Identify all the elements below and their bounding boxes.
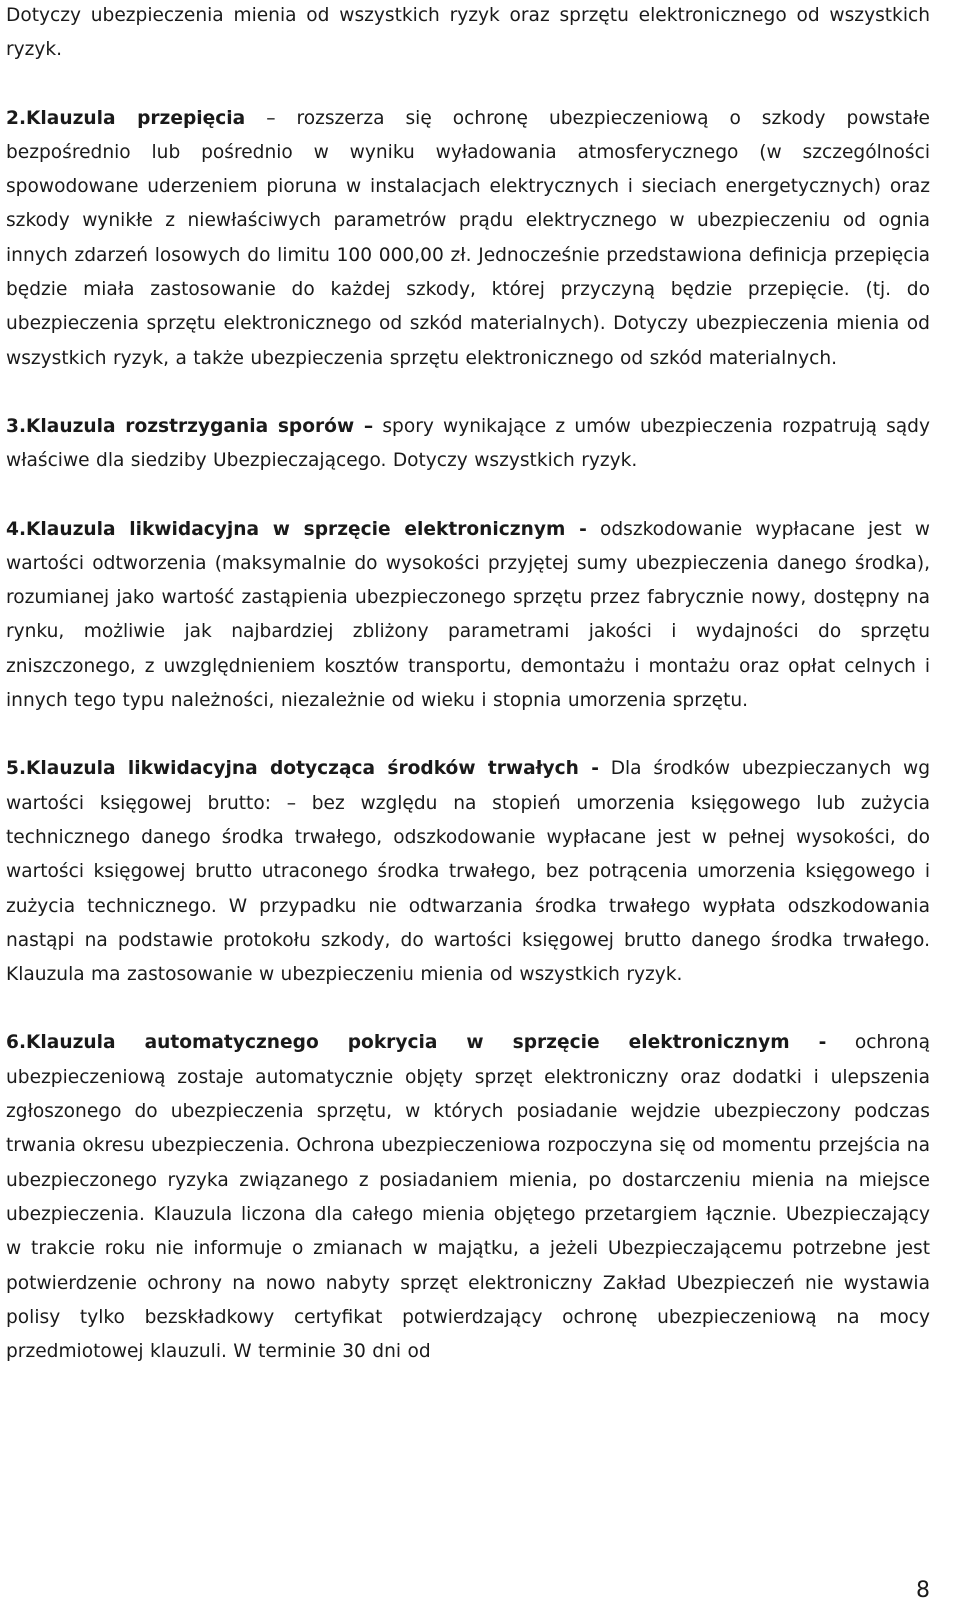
clause-body: Dla środków ubezpieczanych wg wartości księgowej brutto: – bez względu na stopień umorzenia księgowego lub zużycia technicznego danego środka trwałego, odszkodowanie wypłacane jest w pełnej wysokości, do wartości księgowej brutto utraconego środka trwałego, bez potrącenia umorzenia księgowego i zużycia technicznego. W przypadku nie odtwarzania środka trwałego wypłata odszkodowania nastąpi na podstawie protokołu szkody, do wartości księgowej brutto danego środka trwałego. Klauzula ma zastosowanie w ubezpieczeniu mienia od wszystkich ryzyk. <box>6 758 930 986</box>
clause-body: spory wynikające z umów ubezpieczenia rozpatrują sądy właściwe dla siedziby Ubezpieczającego. Dotyczy wszystkich ryzyk. <box>6 415 930 472</box>
clause-paragraph-likwidacyjna-sprzet <box>6 513 930 719</box>
clause-title: 3.Klauzula rozstrzygania sporów – <box>6 415 374 437</box>
clause-paragraph-spory <box>6 410 930 479</box>
clause-title: 2.Klauzula przepięcia <box>6 107 246 129</box>
clause-body: – rozszerza się ochronę ubezpieczeniową o szkody powstałe bezpośrednio lub pośrednio w wyniku wyładowania atmosferycznego (w szczególności spowodowane uderzeniem pioruna w instalacjach elektrycznych i sieciach energetycznych) oraz szkody wynikłe z niewłaściwych parametrów prądu elektrycznego w ubezpieczeniu od ognia innych zdarzeń losowych do limitu 100 000,00 zł. Jednocześnie przedstawiona definicja przepięcia będzie miała zastosowanie do każdej szkody, której przyczyną będzie przepięcie. (tj. do ubezpieczenia sprzętu elektronicznego od szkód materialnych). Dotyczy ubezpieczenia mienia od wszystkich ryzyk, a także ubezpieczenia sprzętu elektronicznego od szkód materialnych. <box>6 107 930 369</box>
intro-paragraph <box>6 0 930 68</box>
clause-title: 4.Klauzula likwidacyjna w sprzęcie elektronicznym - <box>6 518 587 540</box>
clause-body: odszkodowanie wypłacane jest w wartości odtworzenia (maksymalnie do wysokości przyjętej sumy ubezpieczenia danego środka), rozumianej jako wartość zastąpienia ubezpieczonego sprzętu przez fabrycznie nowy, dostępny na rynku, możliwie jak najbardziej zbliżony parametrami jakości i wydajności do sprzętu zniszczonego, z uwzględnieniem kosztów transportu, demontażu i montażu oraz opłat celnych i innych tego typu należności, niezależnie od wieku i stopnia umorzenia sprzętu. <box>6 518 930 712</box>
clause-title: 5.Klauzula likwidacyjna dotycząca środków trwałych - <box>6 758 599 780</box>
clause-paragraph-likwidacyjna-srodki <box>6 752 930 992</box>
clause-paragraph-automatyczne-pokrycie <box>6 1026 930 1369</box>
clause-title: 6.Klauzula automatycznego pokrycia w sprzęcie elektronicznym - <box>6 1032 827 1054</box>
document-body <box>6 0 930 1369</box>
intro-text: Dotyczy ubezpieczenia mienia od wszystkich ryzyk oraz sprzętu elektronicznego od wszystkich ryzyk. <box>6 5 930 61</box>
clause-paragraph-przepiecia <box>6 102 930 376</box>
clause-body: ochroną ubezpieczeniową zostaje automatycznie objęty sprzęt elektroniczny oraz dodatki i ulepszenia zgłoszonego do ubezpieczenia sprzętu, w których posiadanie wejdzie ubezpieczony podczas trwania okresu ubezpieczenia. Ochrona ubezpieczeniowa rozpoczyna się od momentu przejścia na ubezpieczonego ryzyka związanego z posiadaniem mienia, po dostarczeniu mienia na miejsce ubezpieczenia. Klauzula liczona dla całego mienia objętego przetargiem łącznie. Ubezpieczający w trakcie roku nie informuje o zmianach w majątku, a jeżeli Ubezpieczającemu potrzebne jest potwierdzenie ochrony na nowo nabyty sprzęt elektroniczny Zakład Ubezpieczeń nie wystawia polisy tylko bezskładkowy certyfikat potwierdzający ochronę ubezpieczeniową na mocy przedmiotowej klauzuli. W terminie 30 dni od <box>6 1032 930 1363</box>
page-number: 8 <box>916 1578 930 1603</box>
